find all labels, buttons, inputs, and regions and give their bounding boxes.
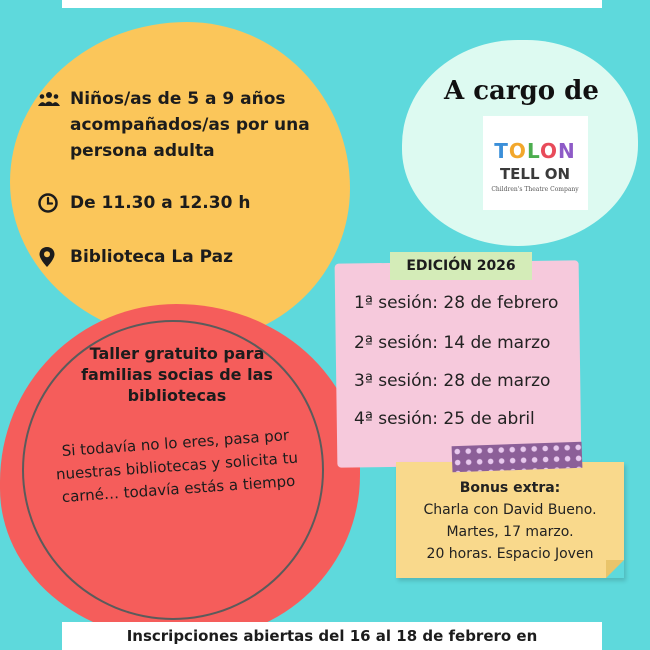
session-item: 1ª sesión: 28 de febrero <box>354 293 559 313</box>
session-item: 4ª sesión: 25 de abril <box>354 409 535 429</box>
info-place <box>38 244 233 270</box>
svg-text:TOLON: TOLON <box>494 139 576 163</box>
taller-subtitle: Si todavía no lo eres, pasa por nuestras bibliotecas y solicita tu carné… todavía estás a tiempo <box>55 426 299 507</box>
time-text: De 11.30 a 12.30 h <box>70 193 251 213</box>
info-age <box>38 86 328 164</box>
bonus-title: Bonus extra: <box>459 480 561 496</box>
age-text: Niños/as de 5 a 9 años acompañados/as por una persona adulta <box>70 89 310 161</box>
group-icon <box>38 86 60 112</box>
edition-card <box>335 260 582 467</box>
yellow-blob <box>10 22 350 342</box>
location-pin-icon <box>38 244 60 270</box>
taller-title: Taller gratuito para familias socias de las bibliotecas <box>81 344 273 405</box>
svg-text:Children's Theatre Company: Children's Theatre Company <box>491 186 579 193</box>
a-cargo-de-title: A cargo de <box>444 76 599 106</box>
top-banner-strip <box>62 0 602 8</box>
session-item: 2ª sesión: 14 de marzo <box>354 333 551 353</box>
tolon-tellon-logo <box>483 116 588 210</box>
clock-icon <box>38 190 60 216</box>
place-text: Biblioteca La Paz <box>70 247 234 267</box>
bonus-line: Charla con David Bueno. <box>423 502 597 518</box>
svg-text:TELL ON: TELL ON <box>499 165 571 183</box>
washi-tape <box>452 442 583 473</box>
bonus-line: 20 horas. Espacio Joven <box>426 546 594 562</box>
session-item: 3ª sesión: 28 de marzo <box>354 371 551 391</box>
info-time <box>38 190 250 216</box>
bonus-line: Martes, 17 marzo. <box>446 524 574 540</box>
registration-text: Inscripciones abiertas del 16 al 18 de febrero en <box>126 627 538 645</box>
edition-tag: EDICIÓN 2026 <box>390 252 532 280</box>
